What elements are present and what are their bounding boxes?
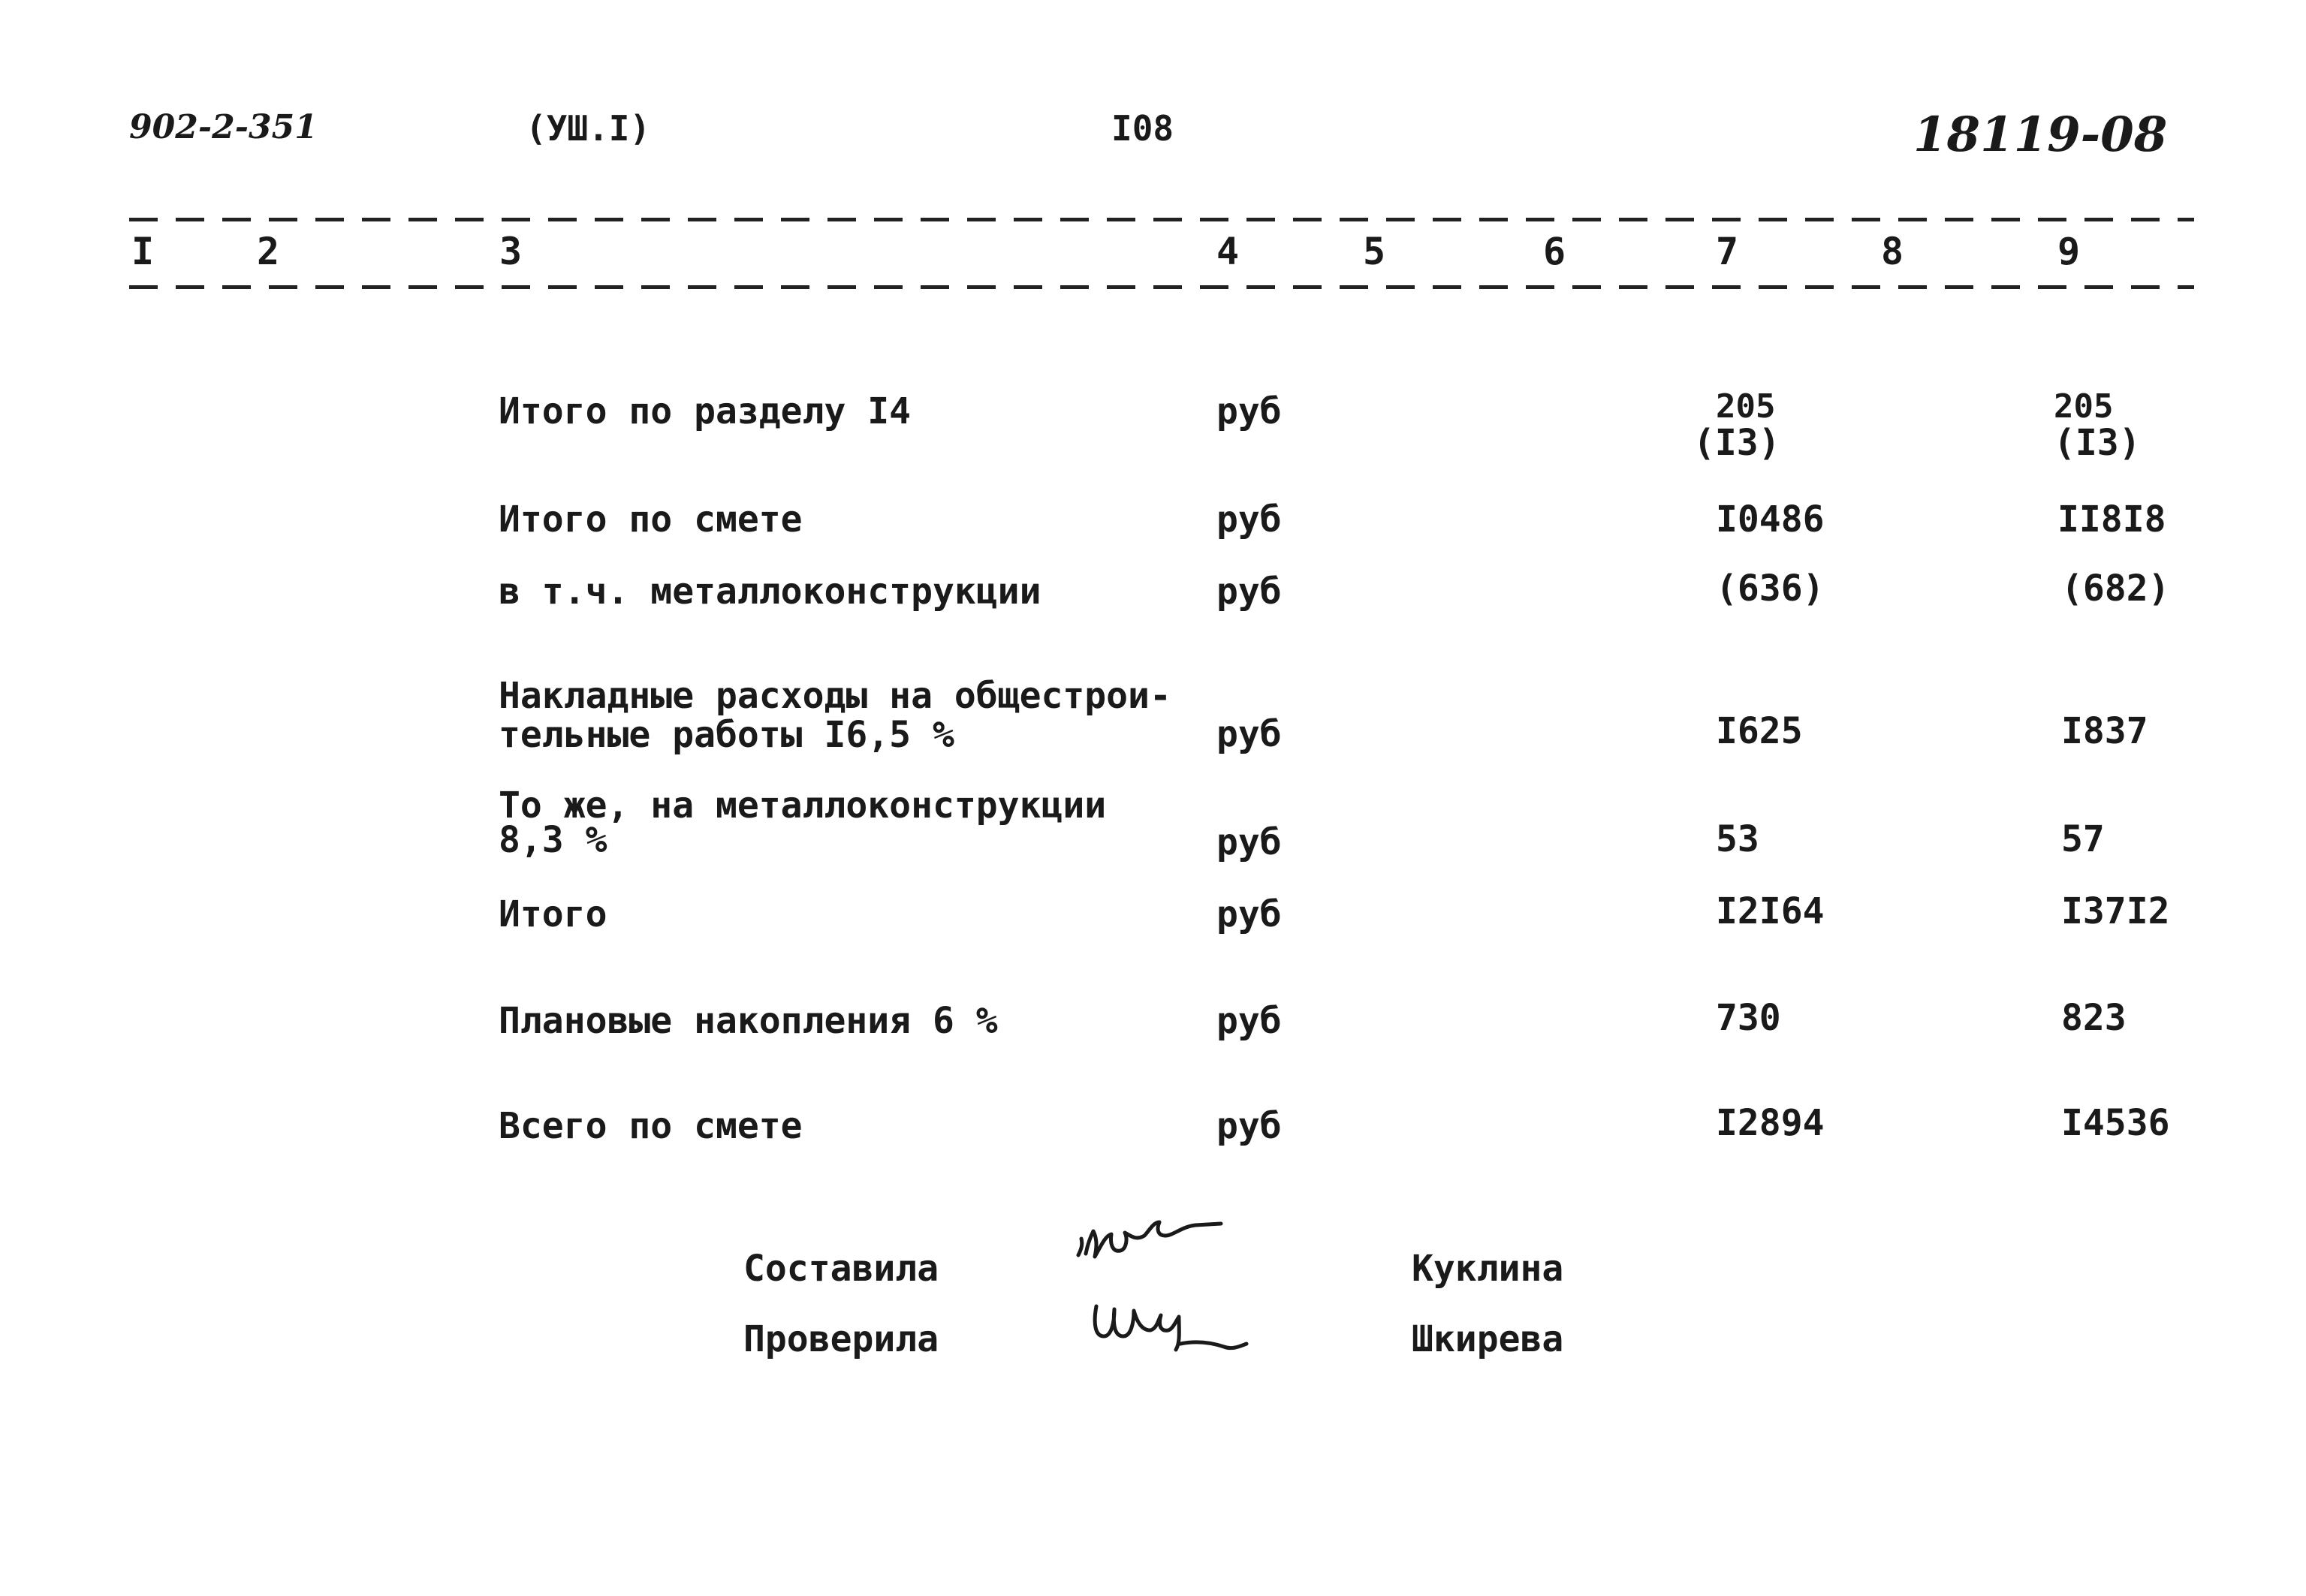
column-number-2: 2 [257, 230, 280, 273]
row-value-col9: 823 [2061, 997, 2127, 1039]
handwritten-signature-2 [1090, 1291, 1263, 1374]
row-unit: руб [1216, 713, 1282, 755]
signature-name-checked: Шкирева [1412, 1318, 1564, 1360]
row-unit: руб [1216, 893, 1282, 935]
row-value-col9: 205 [2054, 387, 2114, 426]
row-value-col7: I0486 [1716, 498, 1825, 541]
column-number-7: 7 [1716, 230, 1739, 273]
signature-name-compiled: Куклина [1412, 1248, 1564, 1290]
row-value-col9: I37I2 [2061, 890, 2170, 932]
signature-role-checked: Проверила [743, 1318, 939, 1360]
section-code: (УШ.I) [526, 108, 651, 149]
top-dashed-rule [129, 218, 2194, 221]
row-value-col9: (682) [2061, 568, 2170, 610]
row-unit: руб [1216, 390, 1282, 432]
row-value-col9: II8I8 [2057, 498, 2166, 541]
row-value-col7: I625 [1716, 710, 1803, 752]
row-value-col9: I837 [2061, 710, 2148, 752]
page-number: I08 [1111, 108, 1174, 149]
column-number-6: 6 [1543, 230, 1566, 273]
row-name-line1: Накладные расходы на общестрои- [499, 675, 1171, 717]
row-unit: руб [1216, 1105, 1282, 1147]
row-name-line2: 8,3 % [499, 819, 607, 861]
row-name-line2: тельные работы I6,5 % [499, 714, 954, 756]
column-number-8: 8 [1881, 230, 1904, 273]
column-number-5: 5 [1363, 230, 1386, 273]
row-unit: руб [1216, 1000, 1282, 1042]
row-name-line1: То же, на металлоконструкции [499, 784, 1107, 827]
row-value-col7: 730 [1716, 997, 1781, 1039]
column-number-9: 9 [2057, 230, 2081, 273]
column-number-4: 4 [1216, 230, 1240, 273]
column-number-1: I [131, 230, 155, 273]
row-value-col7: (636) [1716, 568, 1825, 610]
row-name: Итого [499, 893, 607, 935]
row-name: Всего по смете [499, 1105, 803, 1147]
row-value-col7: 53 [1716, 818, 1759, 860]
signature-role-compiled: Составила [743, 1248, 939, 1290]
row-name: Итого по разделу I4 [499, 390, 912, 432]
row-name: в т.ч. металлоконструкции [499, 571, 1041, 613]
row-value-col9: 57 [2061, 818, 2105, 860]
row-value-col7-sub: (I3) [1693, 422, 1780, 464]
row-value-col9: I4536 [2061, 1102, 2170, 1144]
row-value-col7: I2894 [1716, 1102, 1825, 1144]
row-value-col9-sub: (I3) [2054, 422, 2141, 464]
row-name: Итого по смете [499, 498, 803, 541]
document-code: 902-2-351 [129, 108, 318, 146]
row-unit: руб [1216, 498, 1282, 541]
row-value-col7: 205 [1716, 387, 1776, 426]
archive-number: 18119-08 [1913, 107, 2168, 163]
column-number-3: 3 [499, 230, 523, 273]
row-unit: руб [1216, 571, 1282, 613]
bottom-dashed-rule [129, 285, 2194, 289]
row-name: Плановые накопления 6 % [499, 1000, 998, 1042]
row-value-col7: I2I64 [1716, 890, 1825, 932]
row-unit: руб [1216, 821, 1282, 863]
handwritten-signature-1 [1074, 1201, 1246, 1284]
